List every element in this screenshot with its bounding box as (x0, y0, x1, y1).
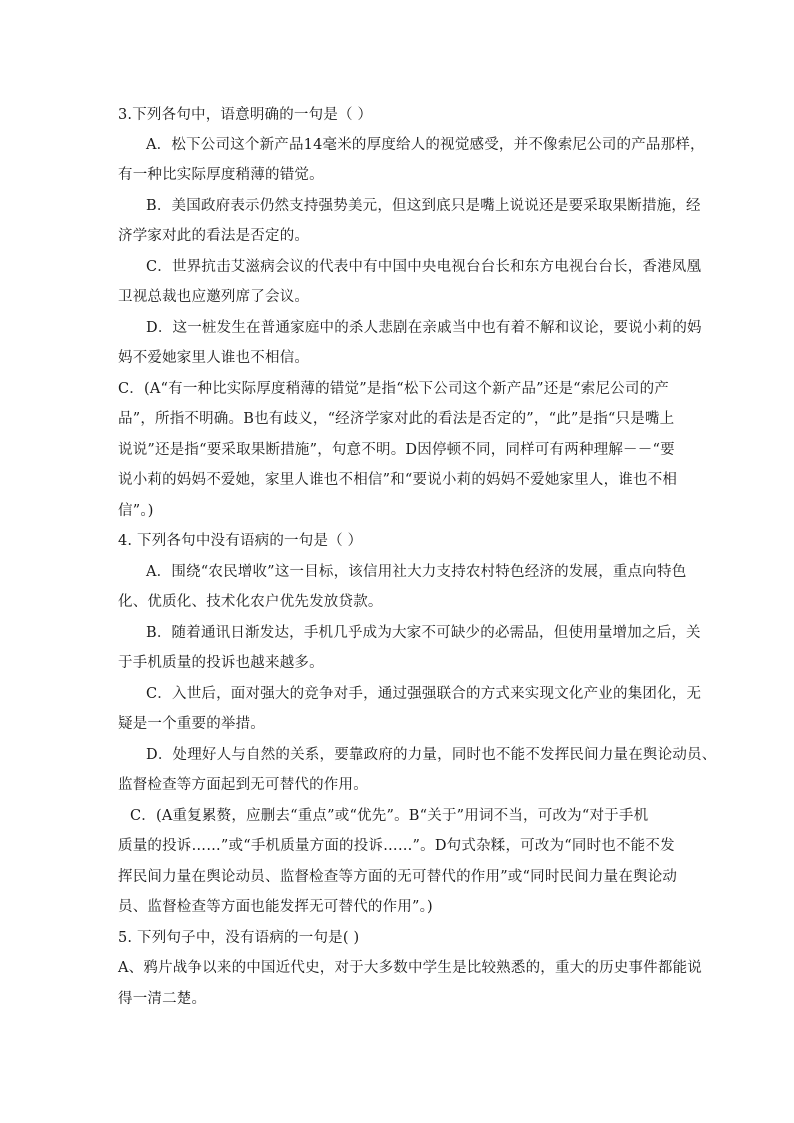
question-5-option-a: A、鸦片战争以来的中国近代史，对于大多数中学生是比较熟悉的，重大的历史事件都能说 (118, 960, 702, 976)
question-5-stem: 5. 下列句子中，没有语病的一句是( ) (118, 930, 360, 946)
question-3-option-c-cont: 卫视总裁也应邀列席了会议。 (118, 289, 310, 305)
question-3-answer-line-4: 说小莉的妈妈不爱她，家里人谁也不相信”和“要说小莉的妈妈不爱她家里人，谁也不相 (118, 472, 678, 488)
question-4-answer-line-3: 挥民间力量在舆论动员、监督检查等方面的无可替代的作用”或“同时民间力量在舆论动 (118, 869, 678, 885)
question-4-answer-line-2: 质量的投诉……”或“手机质量方面的投诉……”。D句式杂糅，可改为“同时也不能不发 (118, 838, 675, 854)
question-3-stem: 3.下列各句中，语意明确的一句是（ ） (118, 107, 373, 123)
question-3-option-d-cont: 妈不爱她家里人谁也不相信。 (118, 350, 310, 366)
question-4-option-c: C．入世后，面对强大的竞争对手，通过强强联合的方式来实现文化产业的集团化，无 (146, 686, 702, 702)
question-3-answer-line-5: 信”。) (118, 503, 154, 519)
question-4-option-a-cont: 化、优质化、技术化农户优先发放贷款。 (118, 594, 383, 610)
question-4-option-d: D．处理好人与自然的关系，要靠政府的力量，同时也不能不发挥民间力量在舆论动员、 (146, 747, 717, 763)
question-4-answer-line-4: 员、监督检查等方面也能发挥无可替代的作用”。) (118, 899, 433, 915)
question-3-answer-line-2: 品”，所指不明确。B也有歧义，“经济学家对此的看法是否定的”，“此”是指“只是嘴上 (118, 411, 675, 427)
question-4-answer: C．(A重复累赘，应删去“重点”或“优先”。B“关于”用词不当，可改为“对于手机 (130, 808, 649, 824)
question-3-option-a-cont: 有一种比实际厚度稍薄的错觉。 (118, 167, 324, 183)
question-4-option-b-cont: 于手机质量的投诉也越来越多。 (118, 655, 324, 671)
question-4-option-b: B．随着通讯日渐发达，手机几乎成为大家不可缺少的必需品，但使用量增加之后，关 (146, 625, 701, 641)
question-3-answer: C．(A“有一种比实际厚度稍薄的错觉”是指“松下公司这个新产品”还是“索尼公司的产 (118, 381, 669, 397)
question-4-option-a: A．围绕“农民增收”这一目标，该信用社大力支持农村特色经济的发展，重点向特色 (146, 564, 687, 580)
question-3-option-d: D．这一桩发生在普通家庭中的杀人悲剧在亲戚当中也有着不解和议论，要说小莉的妈 (146, 320, 702, 336)
question-4-option-d-cont: 监督检查等方面起到无可替代的作用。 (118, 777, 368, 793)
question-3-option-b: B．美国政府表示仍然支持强势美元，但这到底只是嘴上说说还是要采取果断措施，经 (146, 198, 701, 214)
question-3-answer-line-3: 说说”还是指“要采取果断措施”，句意不明。D因停顿不同，同样可有两种理解－－“要 (118, 442, 675, 458)
question-3-option-c: C．世界抗击艾滋病会议的代表中有中国中央电视台台长和东方电视台台长，香港凤凰 (146, 259, 702, 275)
question-4-stem: 4. 下列各句中没有语病的一句是（ ） (118, 533, 363, 549)
question-5-option-a-cont: 得一清二楚。 (118, 991, 207, 1007)
question-4-option-c-cont: 疑是一个重要的举措。 (118, 716, 265, 732)
question-3-option-b-cont: 济学家对此的看法是否定的。 (118, 228, 310, 244)
question-3-option-a: A．松下公司这个新产品14毫米的厚度给人的视觉感受，并不像索尼公司的产品那样， (146, 137, 705, 153)
